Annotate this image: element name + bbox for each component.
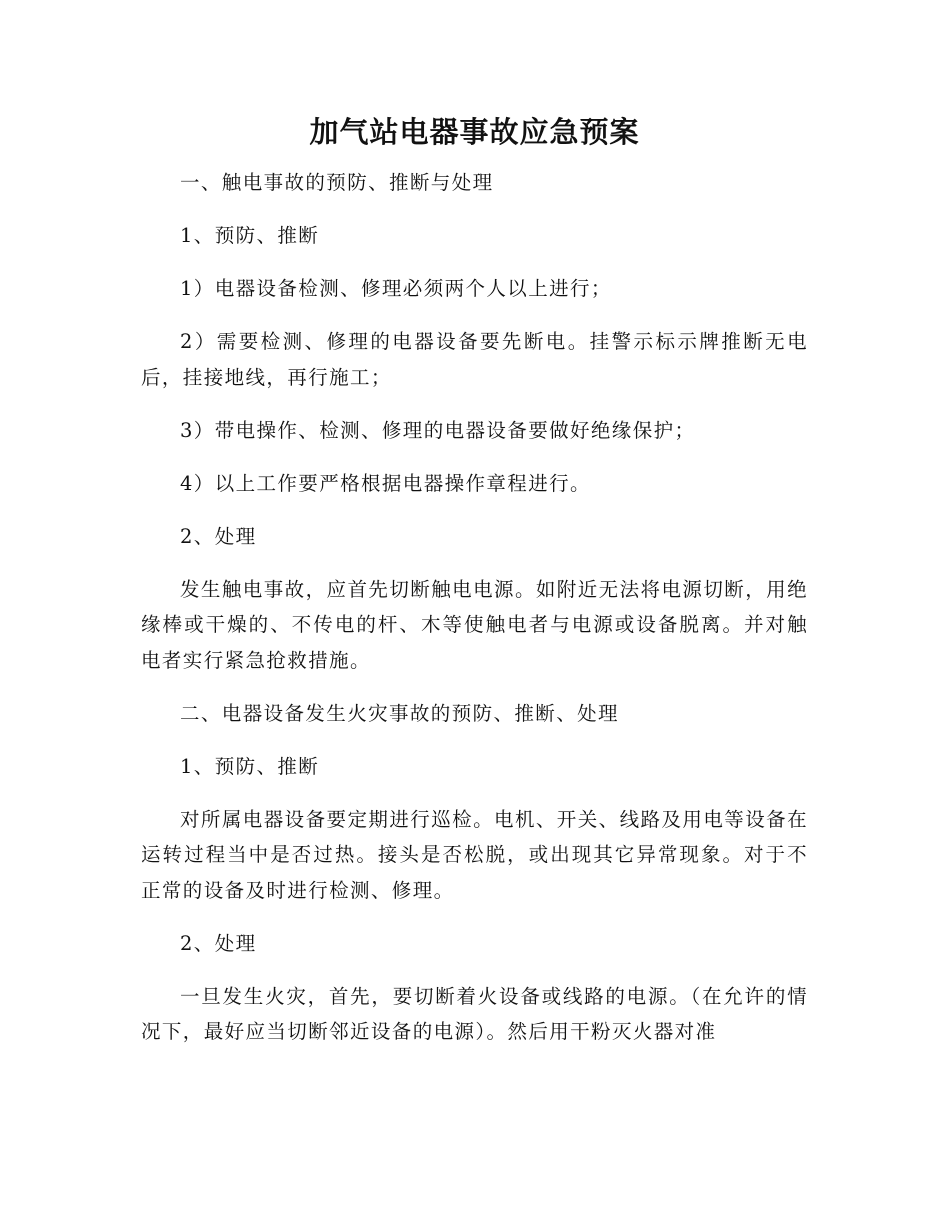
list-item: 3）带电操作、检测、修理的电器设备要做好绝缘保护； (180, 418, 696, 442)
section-heading-2: 二、电器设备发生火灾事故的预防、推断、处理 (180, 701, 619, 725)
document-body (141, 108, 808, 1050)
list-item: 2）需要检测、修理的电器设备要先断电。挂警示标示牌推断无电后，挂接地线，再行施工； (141, 330, 808, 389)
body-paragraph: 一旦发生火灾，首先，要切断着火设备或线路的电源。（在允许的情况下，最好应当切断邻近设备的电源）。然后用干粉灭火器对准 (141, 984, 808, 1043)
body-paragraph: 发生触电事故，应首先切断触电电源。如附近无法将电源切断，用绝缘棒或干燥的、不传电的杆、木等使触电者与电源或设备脱离。并对触电者实行紧急抢救措施。 (141, 577, 808, 672)
section-heading-1: 一、触电事故的预防、推断与处理 (180, 171, 494, 194)
subsection-heading: 1、预防、推断 (180, 224, 320, 247)
list-item: 1）电器设备检测、修理必须两个人以上进行； (180, 277, 612, 300)
list-item: 4）以上工作要严格根据电器操作章程进行。 (180, 471, 591, 495)
subsection-heading: 1、预防、推断 (180, 754, 320, 778)
subsection-heading: 2、处理 (180, 524, 257, 548)
body-paragraph: 对所属电器设备要定期进行巡检。电机、开关、线路及用电等设备在运转过程当中是否过热。接头是否松脱，或出现其它异常现象。对于不正常的设备及时进行检测、修理。 (141, 807, 808, 902)
document-title: 加气站电器事故应急预案 (309, 115, 640, 149)
subsection-heading: 2、处理 (180, 931, 257, 955)
